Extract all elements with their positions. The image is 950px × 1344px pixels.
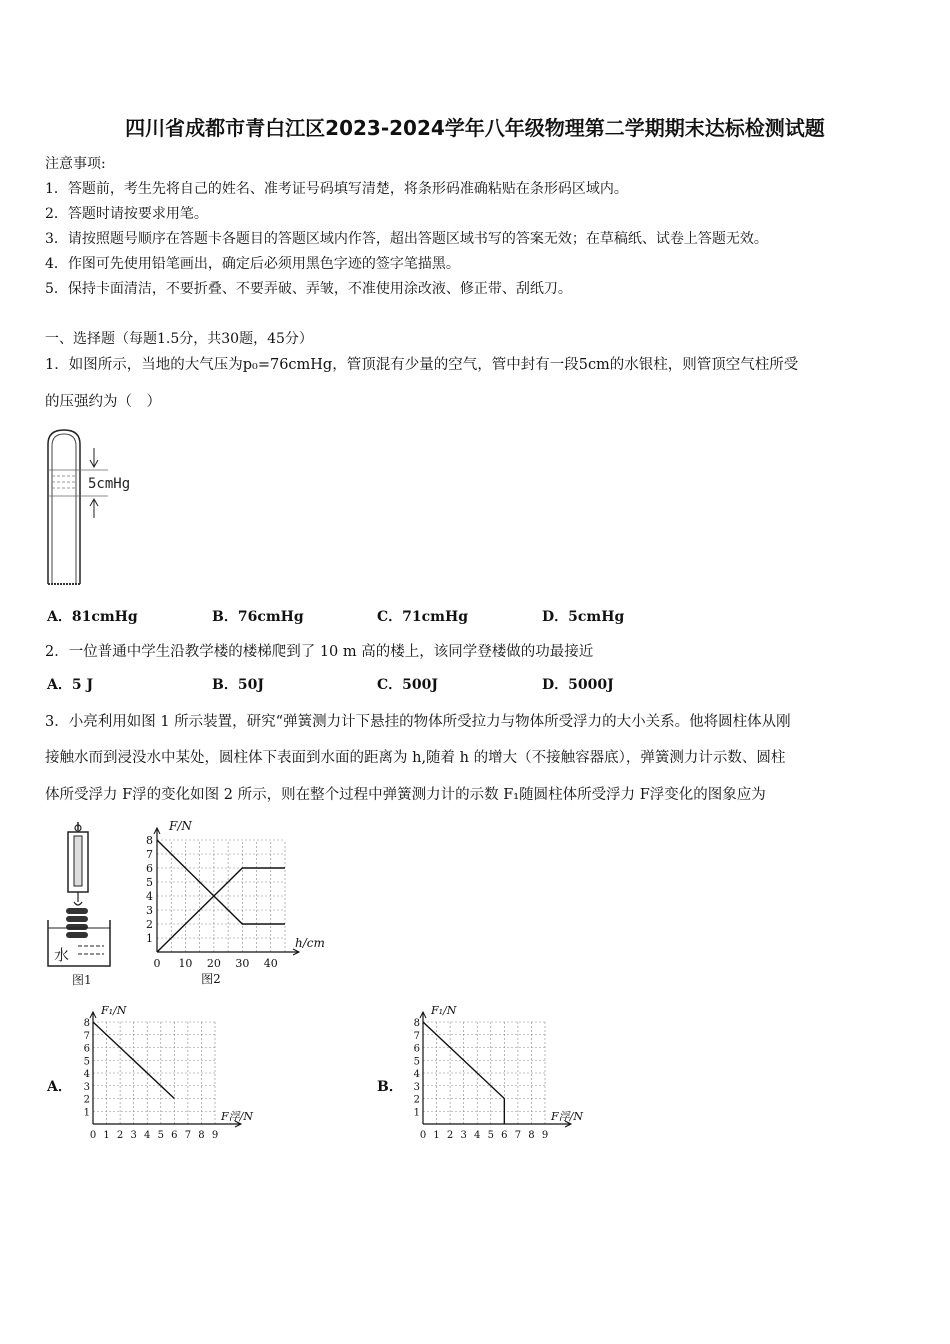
question-1-text-cont: 的压强约为（ ） [45, 394, 161, 410]
option-a-chart[interactable] [75, 1000, 255, 1148]
x-tick-label: 7 [514, 1130, 522, 1141]
figure-caption: 图2 [201, 972, 221, 986]
y-tick-label: 3 [83, 1081, 90, 1093]
option-a[interactable]: A．81cmHg [47, 609, 138, 625]
x-tick-label: 0 [89, 1130, 97, 1141]
x-tick-label: 30 [235, 957, 250, 970]
section-heading: 一、选择题（每题1.5分，共30题，45分） [45, 331, 313, 347]
option-d[interactable]: D．5cmHg [542, 609, 625, 625]
x-tick-label: 5 [487, 1130, 494, 1141]
x-axis-label: h/cm [295, 936, 325, 950]
y-tick-label: 8 [83, 1018, 90, 1029]
x-tick-label: 8 [198, 1130, 205, 1141]
y-tick-label: 5 [83, 1056, 90, 1068]
y-tick-label: 7 [146, 848, 153, 861]
x-tick-label: 0 [153, 957, 161, 970]
y-tick-label: 8 [413, 1018, 420, 1029]
tube-label: 5cmHg [88, 476, 131, 492]
y-tick-label: 6 [83, 1043, 90, 1055]
option-b-chart[interactable] [405, 1000, 585, 1148]
x-tick-label: 20 [206, 957, 221, 970]
y-axis-label: F₁/N [431, 1004, 457, 1017]
question-2-text: 2．一位普通中学生沿教学楼的楼梯爬到了 10 m 高的楼上，该同学登楼做的功最接近 [45, 644, 594, 660]
x-tick-label: 8 [528, 1130, 535, 1141]
x-tick-label: 6 [501, 1130, 508, 1141]
y-tick-label: 1 [146, 932, 153, 945]
x-tick-label: 40 [263, 957, 278, 970]
x-tick-label: 1 [103, 1130, 110, 1141]
water-label: 水 [54, 946, 70, 964]
tube-figure [44, 426, 154, 588]
y-tick-label: 4 [413, 1069, 420, 1080]
x-tick-label: 2 [446, 1130, 454, 1141]
y-tick-label: 4 [146, 890, 153, 903]
option-a[interactable]: A．5 J [47, 677, 94, 693]
x-tick-label: 3 [130, 1130, 137, 1141]
y-axis-label: F/N [169, 819, 192, 833]
y-tick-label: 1 [413, 1107, 420, 1119]
y-tick-label: 2 [413, 1094, 420, 1106]
x-tick-label: 2 [116, 1130, 124, 1141]
option-b[interactable]: B．76cmHg [212, 609, 304, 625]
question-1-text: 1．如图所示，当地的大气压为p₀=76cmHg，管顶混有少量的空气，管中封有一段5cm的水银柱，则管顶空气柱所受 [45, 357, 799, 373]
y-tick-label: 6 [413, 1043, 420, 1055]
question-3-text: 3．小亮利用如图 1 所示装置，研究“弹簧测力计下悬挂的物体所受拉力与物体所受浮力的大小关系。他将圆柱体从刚 [45, 714, 791, 730]
x-tick-label: 7 [184, 1130, 192, 1141]
option-a-label[interactable]: A． [47, 1079, 72, 1095]
x-tick-label: 1 [433, 1130, 440, 1141]
option-c[interactable]: C．71cmHg [377, 609, 468, 625]
y-tick-label: 7 [413, 1030, 420, 1042]
option-b[interactable]: B．50J [212, 677, 264, 693]
y-tick-label: 2 [83, 1094, 90, 1106]
x-axis-label: F浮/N [551, 1110, 583, 1123]
notice-item: 2．答题时请按要求用笔。 [45, 206, 208, 222]
notice-heading: 注意事项: [45, 156, 106, 172]
notice-item: 5．保持卡面清洁，不要折叠、不要弄破、弄皱，不准使用涂改液、修正带、刮纸刀。 [45, 281, 572, 297]
option-c[interactable]: C．500J [377, 677, 438, 693]
page-title: 四川省成都市青白江区2023-2024学年八年级物理第二学期期末达标检测试题 [125, 116, 825, 140]
y-tick-label: 2 [146, 918, 153, 931]
x-tick-label: 9 [211, 1130, 219, 1141]
x-tick-label: 6 [171, 1130, 178, 1141]
notice-item: 1．答题前，考生先将自己的姓名、准考证号码填写清楚，将条形码准确粘贴在条形码区域内。 [45, 181, 628, 197]
option-b-label[interactable]: B． [377, 1079, 403, 1095]
option-d[interactable]: D．5000J [542, 677, 614, 693]
x-tick-label: 9 [541, 1130, 549, 1141]
x-axis-label: F浮/N [221, 1110, 253, 1123]
y-tick-label: 5 [146, 876, 153, 889]
x-tick-label: 5 [157, 1130, 164, 1141]
y-tick-label: 8 [146, 834, 153, 847]
y-tick-label: 4 [83, 1069, 90, 1080]
x-tick-label: 10 [178, 957, 193, 970]
x-tick-label: 3 [460, 1130, 467, 1141]
y-tick-label: 6 [146, 862, 153, 875]
question-3-text-cont: 体所受浮力 F浮的变化如图 2 所示，则在整个过程中弹簧测力计的示数 F₁随圆柱体所受浮力 F浮变化的图象应为 [45, 787, 766, 803]
y-tick-label: 3 [413, 1081, 420, 1093]
notice-item: 4．作图可先使用铅笔画出，确定后必须用黑色字迹的签字笔描黑。 [45, 256, 460, 272]
notice-item: 3．请按照题号顺序在答题卡各题目的答题区域内作答，超出答题区域书写的答案无效；在草稿纸、试卷上答题无效。 [45, 231, 768, 247]
y-axis-label: F₁/N [101, 1004, 127, 1017]
y-tick-label: 7 [83, 1030, 90, 1042]
figure-2-chart [140, 818, 330, 988]
x-tick-label: 4 [474, 1130, 481, 1141]
y-tick-label: 3 [146, 904, 153, 917]
y-tick-label: 5 [413, 1056, 420, 1068]
x-tick-label: 0 [419, 1130, 427, 1141]
question-3-text-cont: 接触水而到浸没水中某处，圆柱体下表面到水面的距离为 h,随着 h 的增大（不接触容器底），弹簧测力计示数、圆柱 [45, 750, 786, 766]
figure-1-caption: 图1 [72, 973, 92, 987]
x-tick-label: 4 [144, 1130, 151, 1141]
y-tick-label: 1 [83, 1107, 90, 1119]
spring-scale-figure [44, 820, 124, 990]
